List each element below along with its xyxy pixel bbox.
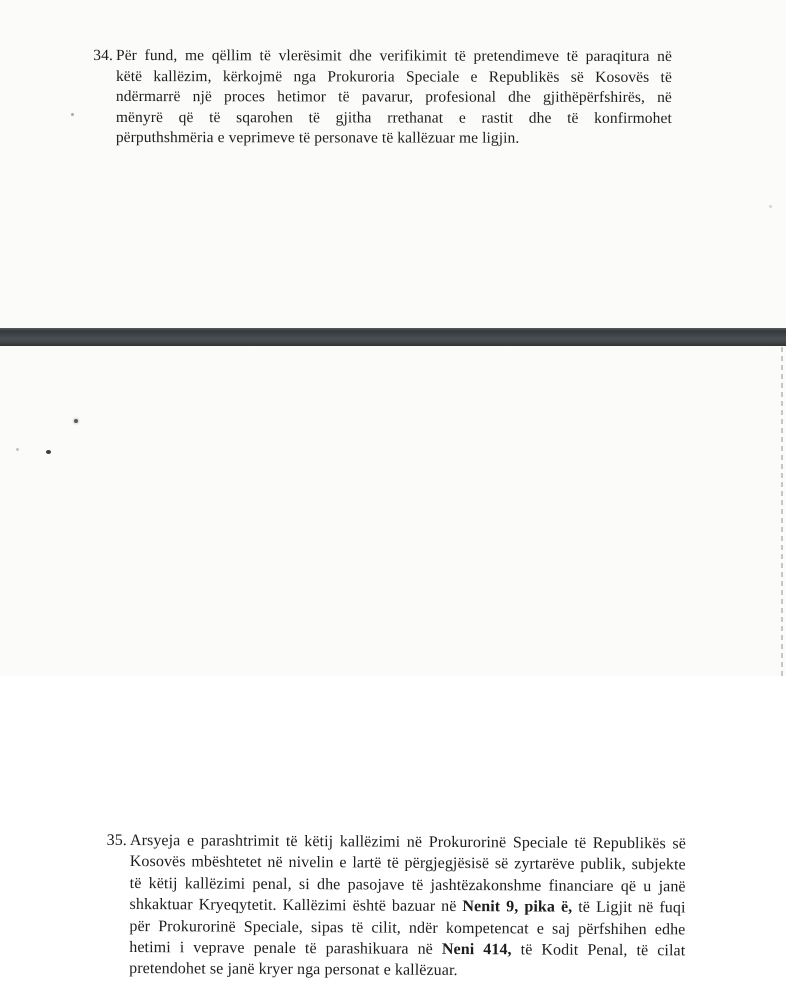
text-segment: hetimi i veprave penale të parashikuara në (129, 939, 442, 958)
bold-text-segment: Neni 414, (441, 940, 512, 959)
bold-text-segment: Nenit 9, pika ë, (462, 898, 573, 916)
page-divider (0, 328, 786, 346)
text-line (116, 128, 672, 149)
text-segment: Kosovës mbështetet në nivelin e lartë të përgjegjësisë së zyrtarëve publik, subjekte (129, 853, 686, 874)
text-segment: ndërmarrë një proces hetimor të pavarur, profesional dhe gjithëpërfshirës, në (115, 87, 672, 106)
text-segment: përputhshmëria e veprimeve të personave të kallëzuar me ligjin. (115, 128, 520, 147)
scan-speck (16, 448, 19, 451)
text-segment: Për fund, me qëllim të vlerësimit dhe verifikimit të pretendimeve të paraqitura në (115, 47, 672, 65)
text-line (116, 66, 672, 87)
text-line (129, 958, 685, 983)
paragraph-number: 34. (93, 46, 113, 64)
text-line (129, 894, 685, 919)
scan-speck (74, 419, 78, 423)
text-segment: të këtij kallëzimi penal, si dhe pasojave të jashtëzakonshme financiare që u janë (129, 874, 686, 896)
text-segment: për Prokurorinë Speciale, sipas të cilit, ndër kompetencat e saj përfshihen edhe (129, 917, 686, 939)
text-segment: pretendohet se janë kryer nga personat e kallëzuar. (129, 960, 458, 980)
paragraph-lines (129, 830, 686, 983)
paragraph-lines (116, 46, 672, 149)
scan-speck (46, 450, 51, 454)
text-segment: të Ligjit në fuqi (572, 898, 686, 917)
text-line (116, 46, 672, 67)
text-line (130, 851, 686, 876)
paragraph (93, 46, 672, 149)
text-line (116, 107, 672, 128)
page-edge-line (781, 347, 783, 676)
paragraph (106, 830, 686, 983)
text-segment: shkaktuar Kryeqytetit. Kallëzimi është bazuar në (129, 896, 463, 916)
text-line (116, 87, 672, 108)
text-segment: këtë kallëzim, kërkojmë nga Prokuroria Speciale e Republikës së Kosovës të (115, 67, 672, 86)
text-segment: Arsyeja e parashtrimit të këtij kallëzimi në Prokurorinë Speciale të Republikës së (129, 832, 686, 853)
scan-speck (71, 113, 74, 116)
scanned-page-2 (0, 346, 786, 980)
text-segment: mënyrë që të sqarohen të gjitha rrethanat e rastit dhe të konfirmohet (115, 108, 672, 127)
paragraph-number: 35. (106, 831, 127, 849)
scan-speck (769, 205, 772, 208)
text-segment: të Kodit Penal, të cilat (511, 941, 686, 960)
scanned-page-1 (0, 0, 786, 328)
